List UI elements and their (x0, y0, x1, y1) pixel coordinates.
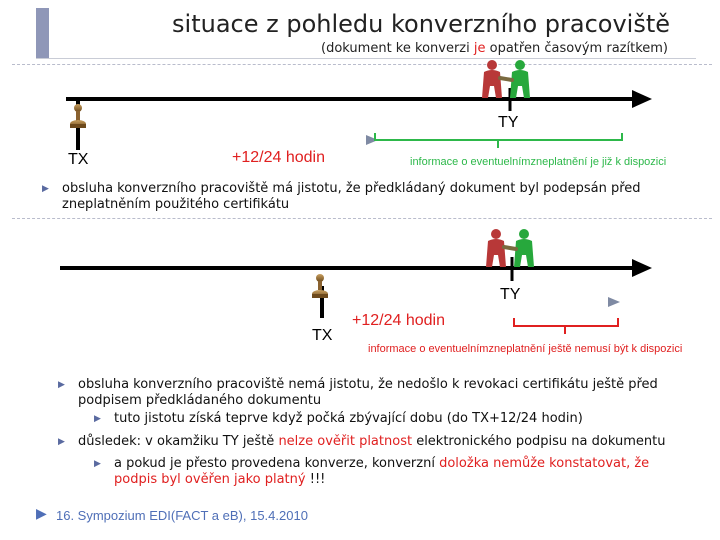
top-tx-label: TX (68, 151, 89, 168)
bullet-bottom-1-sub: ▶ tuto jistotu získá teprve když počká zbývající dobu (do TX+12/24 hodin) (94, 411, 583, 426)
stamp-icon (70, 104, 86, 128)
bottom-duration-label: +12/24 hodin (352, 312, 445, 329)
handshake-icon (486, 229, 534, 267)
stamp-icon (312, 274, 328, 298)
triangle-bullet-icon: ▶ (58, 437, 65, 447)
slide-title: situace z pohledu konverzního pracoviště (172, 10, 670, 38)
handshake-icon (482, 60, 530, 98)
triangle-bullet-icon: ▶ (42, 184, 49, 194)
top-info-bracket (375, 133, 622, 148)
footer-triangle-icon: ▶ (36, 506, 47, 522)
top-duration-arrow (84, 135, 378, 145)
bottom-info-bracket (514, 318, 618, 334)
bullet-bottom-2-sub: ▶ a pokud je přesto provedena konverze, konverzní doložka nemůže konstatovat, že podpis byl ověřen jako platný !!! (94, 456, 650, 487)
triangle-bullet-icon: ▶ (58, 380, 65, 390)
triangle-bullet-icon: ▶ (94, 414, 101, 424)
top-info-label: informace o eventuelnímzneplatnění je již k dispozici (410, 156, 667, 168)
bullet-top-1: ▶ obsluha konverzního pracoviště má jistotu, že předkládaný dokument byl podepsán před zneplatněním použitého certifikátu (42, 181, 641, 212)
bullet-bottom-1: ▶ obsluha konverzního pracoviště nemá jistotu, že nedošlo k revokaci certifikátu ještě před podpisem předkládaného dokumentu (58, 377, 658, 408)
triangle-bullet-icon: ▶ (94, 459, 101, 469)
bottom-ty-label: TY (500, 286, 521, 303)
bottom-duration-arrow (326, 297, 620, 307)
top-timeline (66, 90, 652, 108)
bottom-timeline (60, 259, 652, 277)
top-duration-label: +12/24 hodin (232, 149, 325, 166)
bottom-tx-label: TX (312, 327, 333, 344)
bottom-info-label: informace o eventuelnímzneplatnění ještě nemusí být k dispozici (368, 343, 683, 355)
top-ty-label: TY (498, 114, 519, 131)
bullet-bottom-2: ▶ důsledek: v okamžiku TY ještě nelze ověřit platnost elektronického podpisu na dokumentu (58, 434, 666, 449)
slide-subtitle: (dokument ke konverzi je opatřen časovým razítkem) (321, 41, 668, 56)
footer-text: 16. Sympozium EDI(FACT a eB), 15.4.2010 (56, 508, 308, 523)
